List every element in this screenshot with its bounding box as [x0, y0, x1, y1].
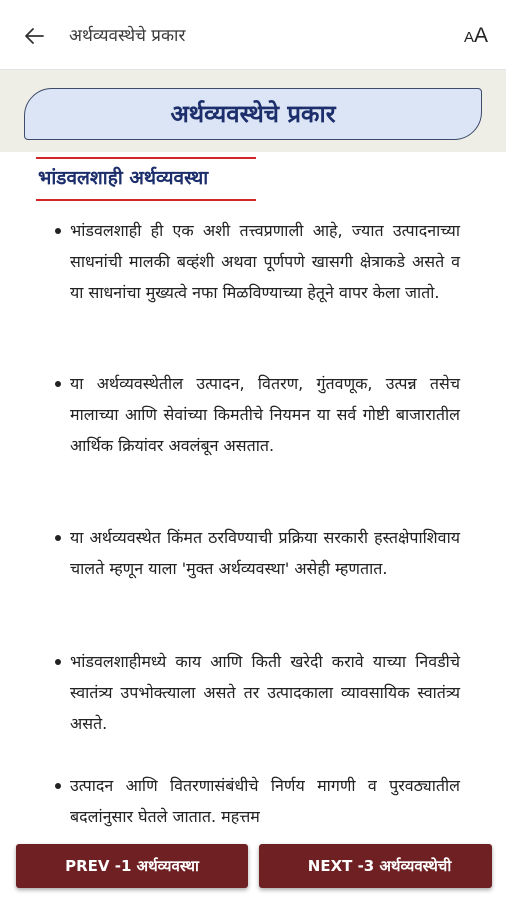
prev-button[interactable]: PREV -1 अर्थव्यवस्था [16, 844, 248, 888]
bullet-dot [55, 381, 61, 387]
list-item-text: या अर्थव्यवस्थेतील उत्पादन, वितरण, गुंतवणूक, उत्पन्न तसेच मालाच्या आणि सेवांच्या किमतीचे नियमन या सर्व गोष्टी बाजारातील आर्थिक क्रियांवर अवलंबून असतात. [70, 374, 460, 455]
content-scroll-area[interactable] [0, 215, 506, 830]
list-item [50, 215, 460, 308]
list-item [50, 770, 460, 830]
bullet-dot [55, 535, 61, 541]
bullet-dot [55, 228, 61, 234]
list-item [50, 646, 460, 739]
section-heading-block [36, 157, 256, 201]
list-item-text: उत्पादन आणि वितरणासंबंधीचे निर्णय मागणी व पुरवठ्यातील बदलांनुसार घेतले जातात. महत्तम [70, 776, 460, 826]
list-item-text: या अर्थव्यवस्थेत किंमत ठरविण्याची प्रक्रिया सरकारी हस्तक्षेपाशिवाय चालते म्हणून याला 'मुक्त अर्थव्यवस्था' असेही म्हणतात. [70, 528, 460, 578]
banner-title: अर्थव्यवस्थेचे प्रकार [170, 100, 336, 128]
font-size-small-letter: A [463, 29, 474, 46]
section-rule-bottom [36, 199, 256, 201]
section-heading: भांडवलशाही अर्थव्यवस्था [38, 167, 209, 189]
arrow-left-icon[interactable] [22, 24, 46, 48]
section-rule-top [36, 157, 256, 159]
bullet-dot [55, 659, 61, 665]
app-bar [0, 0, 506, 70]
font-size-icon[interactable] [464, 22, 488, 52]
next-button[interactable]: NEXT -3 अर्थव्यवस्थेची [259, 844, 492, 888]
list-item-text: भांडवलशाही ही एक अशी तत्त्वप्रणाली आहे, ज्यात उत्पादनाच्या साधनांची मालकी बव्हंशी अथवा पूर्णपणे खासगी क्षेत्राकडे असते व या साधनांचा मुख्यत्वे नफा मिळविण्याच्या हेतूने वापर केला जातो. [70, 221, 460, 302]
bullet-dot [55, 783, 61, 789]
list-item [50, 522, 460, 584]
list-item [50, 368, 460, 461]
font-size-big-letter: A [473, 24, 488, 47]
page-title: अर्थव्यवस्थेचे प्रकार [69, 26, 186, 46]
list-item-text: भांडवलशाहीमध्ये काय आणि किती खरेदी करावे याच्या निवडीचे स्वातंत्र्य उपभोक्त्याला असते तर उत्पादकाला व्यावसायिक स्वातंत्र्य असते. [70, 652, 460, 733]
